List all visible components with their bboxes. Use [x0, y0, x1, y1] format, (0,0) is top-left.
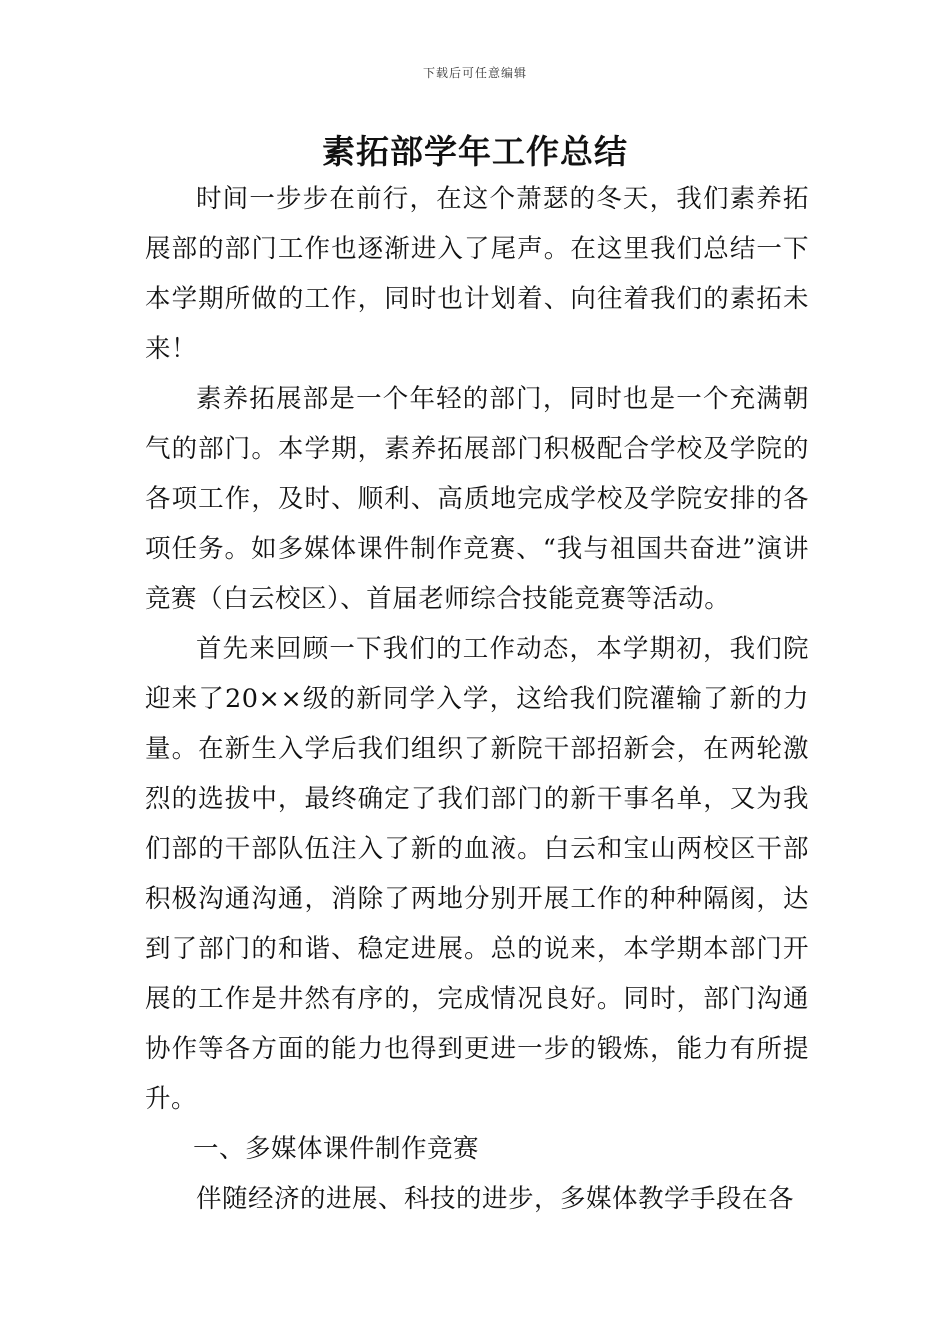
paragraph-review: 首先来回顾一下我们的工作动态，本学期初，我们院迎来了20××级的新同学入学，这给我们院灌输了新的力量。在新生入学后我们组织了新院干部招新会，在两轮激烈的选拔中，最终确定了我们部门的新干事名单，又为我们部的干部队伍注入了新的血液。白云和宝山两校区干部积极沟通沟通，消除了两地分别开展工作的种种隔阂，达到了部门的和谐、稳定进展。总的说来，本学期本部门开展的工作是井然有序的，完成情况良好。同时，部门沟通协作等各方面的能力也得到更进一步的锻炼，能力有所提升。 — [145, 634, 809, 1114]
paragraph-intro: 时间一步步在前行，在这个萧瑟的冬天，我们素养拓展部的部门工作也逐渐进入了尾声。在这里我们总结一下本学期所做的工作，同时也计划着、向往着我们的素拓未来！ — [145, 184, 809, 364]
document-body — [145, 174, 809, 1224]
paragraph-section-1: 伴随经济的进展、科技的进步，多媒体教学手段在各 — [196, 1184, 795, 1214]
section-heading: 一、多媒体课件制作竞赛 — [193, 1134, 480, 1164]
document-title: 素拓部学年工作总结 — [322, 132, 628, 171]
header-note: 下载后可任意编辑 — [422, 66, 527, 80]
paragraph-department: 素养拓展部是一个年轻的部门，同时也是一个充满朝气的部门。本学期，素养拓展部门积极配合学校及学院的各项工作，及时、顺利、高质地完成学校及学院安排的各项任务。如多媒体课件制作竞赛、“我与祖国共奋进”演讲竞赛（白云校区）、首届老师综合技能竞赛等活动。 — [145, 384, 809, 614]
